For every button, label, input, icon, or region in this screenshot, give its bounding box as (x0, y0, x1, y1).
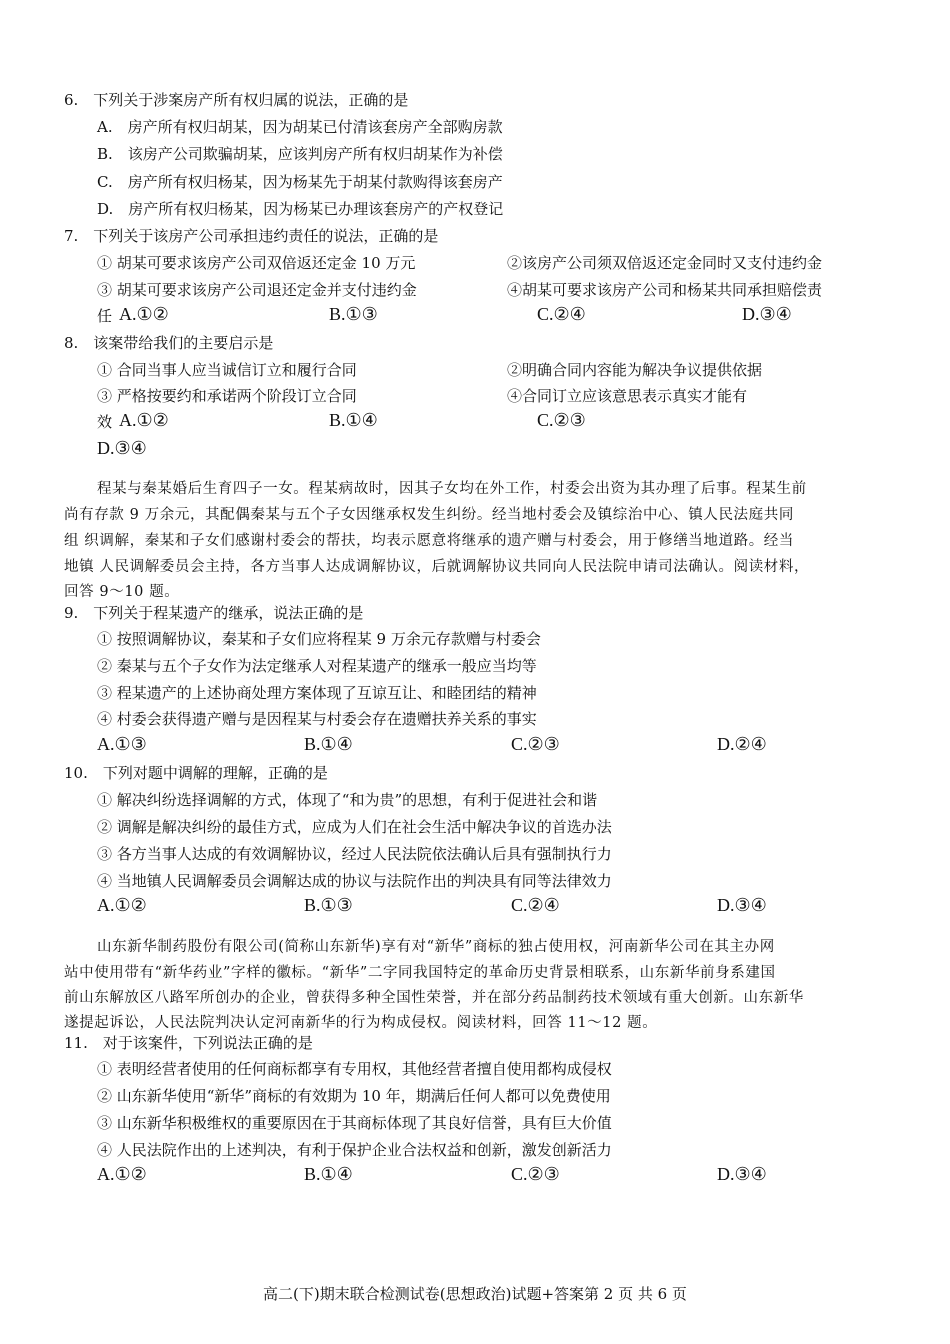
q10-statement-1: ① 解决纠纷选择调解的方式，体现了“和为贵”的思想，有利于促进社会和谐 (97, 791, 598, 809)
q10-choice-c: C.②④ (511, 895, 560, 915)
material1-line-2: 尚有存款 9 万余元，其配偶秦某与五个子女因继承权发生纠纷。经当地村委会及镇综治中心、镇人民法庭共同 (64, 507, 794, 523)
q9-statement-3: ③ 程某遗产的上述协商处理方案体现了互谅互让、和睦团结的精神 (97, 684, 537, 702)
q8-choice-a: A.①② (119, 410, 169, 430)
q11-statement-1: ① 表明经营者使用的任何商标都享有专用权，其他经营者擅自使用都构成侵权 (97, 1060, 612, 1078)
q8-statement-4: ④合同订立应该意思表示真实才能有 (507, 387, 748, 405)
q11-choice-d: D.③④ (717, 1164, 767, 1184)
q8-statement-2: ②明确合同内容能为解决争议提供依据 (507, 361, 763, 379)
q11-stem: 11. 对于该案件，下列说法正确的是 (64, 1034, 313, 1052)
material2-line-1: 山东新华制药股份有限公司(简称山东新华)享有对“新华”商标的独占使用权，河南新华公司在其主办网 (97, 939, 775, 955)
q9-statement-4: ④ 村委会获得遗产赠与是因程某与村委会存在遗赠扶养关系的事实 (97, 710, 537, 728)
q10-choice-d: D.③④ (717, 895, 767, 915)
material2-line-2: 站中使用带有“新华药业”字样的徽标。“新华”二字同我国特定的革命历史背景相联系，山东新华前身系建国 (64, 965, 776, 981)
q11-statement-4: ④ 人民法院作出的上述判决，有利于保护企业合法权益和创新，激发创新活力 (97, 1141, 612, 1159)
q9-statement-2: ② 秦某与五个子女作为法定继承人对程某遗产的继承一般应当均等 (97, 657, 537, 675)
q9-statement-1: ① 按照调解协议，秦某和子女们应将程某 9 万余元存款赠与村委会 (97, 630, 541, 648)
material2-line-3: 前山东解放区八路军所创办的企业，曾获得多种全国性荣誉，并在部分药品制药技术领域有重大创新。山东新华 (64, 990, 804, 1006)
material1-line-5: 回答 9～10 题。 (64, 584, 180, 600)
q6-option-a: A. 房产所有权归胡某，因为胡某已付清该套房产全部购房款 (97, 118, 503, 136)
q7-choice-d: D.③④ (742, 304, 792, 324)
q8-choice-b: B.①④ (329, 410, 378, 430)
q7-choice-b: B.①③ (329, 304, 378, 324)
q7-stem: 7. 下列关于该房产公司承担违约责任的说法，正确的是 (64, 227, 439, 245)
q10-statement-2: ② 调解是解决纠纷的最佳方式，应成为人们在社会生活中解决争议的首选办法 (97, 818, 612, 836)
q6-stem: 6. 下列关于涉案房产所有权归属的说法，正确的是 (64, 91, 409, 109)
page-footer: 高二(下)期末联合检测试卷(思想政治)试题+答案第 2 页 共 6 页 (263, 1285, 687, 1303)
q7-statement-3: ③ 胡某可要求该房产公司退还定金并支付违约金 (97, 281, 417, 299)
q7-statement-4-cont: 任 (97, 307, 113, 325)
q7-statement-1: ① 胡某可要求该房产公司双倍返还定金 10 万元 (97, 254, 416, 272)
q8-statement-3: ③ 严格按要约和承诺两个阶段订立合同 (97, 387, 357, 405)
q10-choice-b: B.①③ (304, 895, 353, 915)
q11-choice-c: C.②③ (511, 1164, 560, 1184)
material1-line-4: 地镇 人民调解委员会主持，各方当事人达成调解协议，后就调解协议共同向人民法院申请司法确认。阅读材料， (64, 559, 810, 575)
q9-choice-b: B.①④ (304, 734, 353, 754)
q9-choice-c: C.②③ (511, 734, 560, 754)
q8-statement-1: ① 合同当事人应当诚信订立和履行合同 (97, 361, 357, 379)
q7-statement-2: ②该房产公司须双倍返还定金同时又支付违约金 (507, 254, 823, 272)
q8-statement-4-cont: 效 (97, 413, 113, 431)
q10-stem: 10. 下列对题中调解的理解，正确的是 (64, 764, 328, 782)
q11-statement-2: ② 山东新华使用“新华”商标的有效期为 10 年，期满后任何人都可以免费使用 (97, 1087, 611, 1105)
q9-choice-a: A.①③ (97, 734, 147, 754)
q9-choice-d: D.②④ (717, 734, 767, 754)
q6-option-b: B. 该房产公司欺骗胡某，应该判房产所有权归胡某作为补偿 (97, 145, 503, 163)
q10-choice-a: A.①② (97, 895, 147, 915)
q6-option-c: C. 房产所有权归杨某，因为杨某先于胡某付款购得该套房产 (97, 173, 503, 191)
q6-option-d: D. 房产所有权归杨某，因为杨某已办理该套房产的产权登记 (97, 200, 504, 218)
q9-stem: 9. 下列关于程某遗产的继承，说法正确的是 (64, 604, 364, 622)
q10-statement-3: ③ 各方当事人达成的有效调解协议，经过人民法院依法确认后具有强制执行力 (97, 845, 612, 863)
q7-choice-a: A.①② (119, 304, 169, 324)
q10-statement-4: ④ 当地镇人民调解委员会调解达成的协议与法院作出的判决具有同等法律效力 (97, 872, 612, 890)
material1-line-3: 组 织调解，秦某和子女们感谢村委会的帮扶，均表示愿意将继承的遗产赠与村委会，用于修缮当地道路。经当 (64, 533, 795, 549)
material2-line-4: 遂提起诉讼，人民法院判决认定河南新华的行为构成侵权。阅读材料，回答 11～12 题。 (64, 1015, 658, 1031)
q11-choice-b: B.①④ (304, 1164, 353, 1184)
q8-choice-d: D.③④ (97, 438, 147, 458)
q8-choice-c: C.②③ (537, 410, 586, 430)
q8-stem: 8. 该案带给我们的主要启示是 (64, 334, 274, 352)
q7-statement-4: ④胡某可要求该房产公司和杨某共同承担赔偿责 (507, 281, 823, 299)
q11-choice-a: A.①② (97, 1164, 147, 1184)
material1-line-1: 程某与秦某婚后生育四子一女。程某病故时，因其子女均在外工作，村委会出资为其办理了后事。程某生前 (97, 481, 807, 497)
q11-statement-3: ③ 山东新华积极维权的重要原因在于其商标体现了其良好信誉，具有巨大价值 (97, 1114, 612, 1132)
q7-choice-c: C.②④ (537, 304, 586, 324)
